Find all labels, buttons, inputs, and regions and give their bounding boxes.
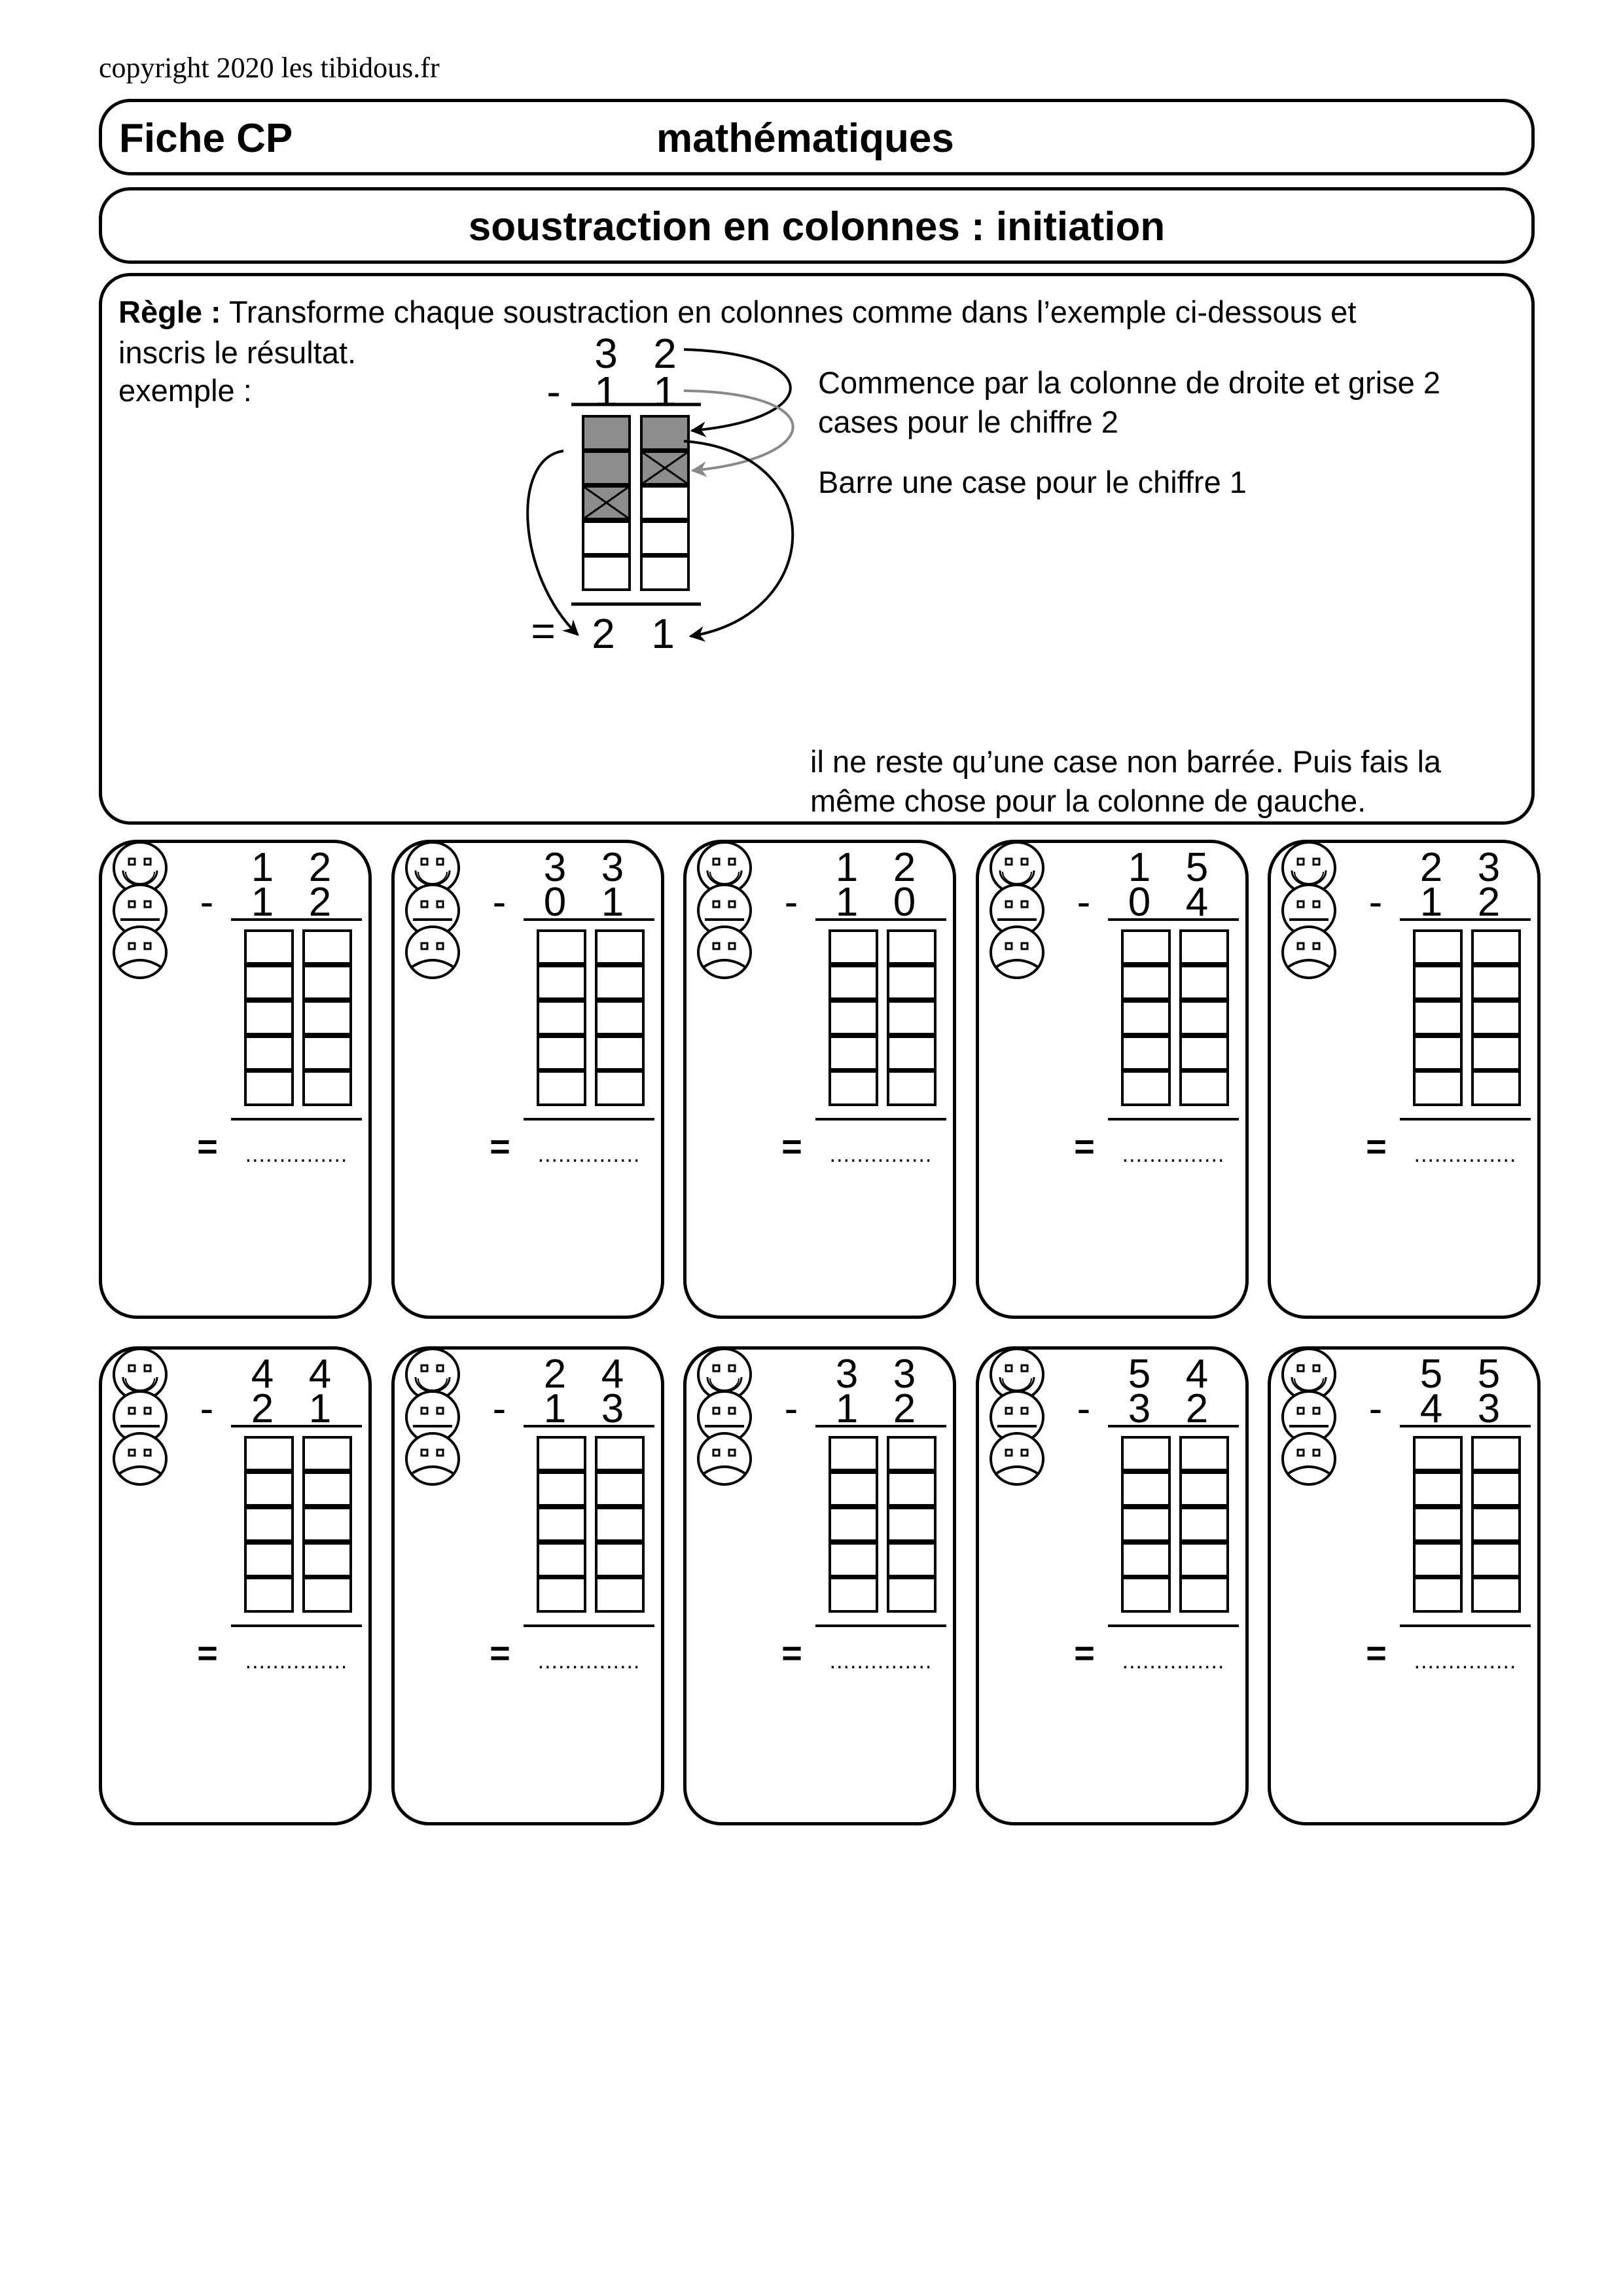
answer-field[interactable]: ............... [245, 1649, 348, 1674]
minuend-tens: 5 [1128, 1352, 1151, 1397]
equals-sign: = [197, 1634, 218, 1673]
exercise-card [683, 840, 956, 1319]
subtrahend-tens: 1 [543, 1386, 567, 1431]
subtrahend-units: 3 [1477, 1386, 1501, 1431]
answer-field[interactable]: ............... [1414, 1649, 1517, 1674]
counting-cell-tens-5[interactable] [245, 1071, 293, 1105]
subject-label: mathématiques [656, 116, 954, 161]
counting-cell-tens-2[interactable] [1122, 1473, 1169, 1505]
subtrahend-units: 2 [1185, 1386, 1209, 1431]
counting-cell-units-4[interactable] [304, 1037, 351, 1069]
minus-sign: - [1077, 880, 1091, 925]
exercise-card [976, 840, 1249, 1319]
example-cell-tens-2-grey [583, 452, 630, 484]
counting-cell-tens-5[interactable] [830, 1578, 877, 1611]
counting-cell-tens-2[interactable] [245, 966, 293, 999]
counting-cell-units-3[interactable] [596, 1001, 643, 1034]
sad-face-icon[interactable] [698, 1433, 751, 1484]
counting-cell-tens-5[interactable] [1122, 1578, 1169, 1611]
exercise-card [683, 1346, 956, 1825]
equals-sign: = [1074, 1634, 1095, 1673]
counting-cell-tens-1[interactable] [538, 931, 585, 963]
counting-cell-tens-5[interactable] [830, 1071, 877, 1105]
subtrahend-tens: 0 [543, 880, 567, 925]
counting-cell-units-3[interactable] [888, 1508, 935, 1541]
counting-cell-tens-1[interactable] [538, 1437, 585, 1470]
counting-cell-units-4[interactable] [596, 1543, 643, 1576]
example-result-tens: 2 [592, 610, 615, 657]
counting-cell-units-1[interactable] [304, 1437, 351, 1470]
counting-cell-units-3[interactable] [888, 1001, 935, 1034]
answer-field[interactable]: ............... [1122, 1142, 1225, 1167]
counting-cell-tens-4[interactable] [538, 1543, 585, 1576]
counting-cell-units-1[interactable] [1181, 931, 1228, 963]
counting-cell-units-3[interactable] [1472, 1508, 1520, 1541]
counting-cell-units-4[interactable] [596, 1037, 643, 1069]
subtrahend-tens: 1 [251, 880, 274, 925]
minuend-tens: 3 [543, 845, 567, 890]
counting-cell-units-5[interactable] [1472, 1578, 1520, 1611]
counting-cell-tens-1[interactable] [1414, 931, 1461, 963]
counting-cell-tens-2[interactable] [538, 966, 585, 999]
counting-cell-units-5[interactable] [596, 1578, 643, 1611]
page-title: soustraction en colonnes : initiation [468, 204, 1166, 249]
answer-field[interactable]: ............... [1122, 1649, 1225, 1674]
counting-cell-units-2[interactable] [888, 966, 935, 999]
counting-cell-tens-5[interactable] [245, 1578, 293, 1611]
counting-cell-units-2[interactable] [888, 1473, 935, 1505]
counting-cell-units-2[interactable] [1181, 1473, 1228, 1505]
sad-face-icon[interactable] [991, 1433, 1043, 1484]
example-bottom-tens: 1 [594, 368, 618, 415]
equals-sign: = [1074, 1127, 1095, 1166]
counting-cell-units-5[interactable] [1181, 1578, 1228, 1611]
counting-cell-units-2[interactable] [304, 1473, 351, 1505]
equals-sign: = [781, 1127, 802, 1166]
example-cell-tens-5-empty [583, 556, 630, 590]
subtrahend-units: 4 [1185, 880, 1209, 925]
counting-cell-tens-1[interactable] [1122, 931, 1169, 963]
counting-cell-tens-4[interactable] [1414, 1037, 1461, 1069]
counting-cell-units-3[interactable] [1181, 1508, 1228, 1541]
counting-cell-units-5[interactable] [304, 1071, 351, 1105]
counting-cell-tens-3[interactable] [1414, 1001, 1461, 1034]
equals-sign: = [490, 1634, 510, 1673]
subtrahend-tens: 4 [1419, 1386, 1443, 1431]
example-label: exemple : [118, 373, 252, 408]
exercise-card [391, 1346, 664, 1825]
counting-cell-tens-4[interactable] [1122, 1037, 1169, 1069]
counting-cell-tens-5[interactable] [538, 1578, 585, 1611]
answer-field[interactable]: ............... [1414, 1142, 1517, 1167]
counting-cell-units-2[interactable] [1472, 966, 1520, 999]
subtrahend-units: 2 [1477, 880, 1501, 925]
subtrahend-tens: 3 [1128, 1386, 1151, 1431]
minuend-tens: 3 [835, 1352, 859, 1397]
counting-cell-units-5[interactable] [1181, 1071, 1228, 1105]
sad-face-icon[interactable] [698, 927, 751, 978]
subtrahend-units: 1 [308, 1386, 332, 1431]
example-cell-tens-1-grey [583, 416, 630, 450]
minuend-tens: 4 [251, 1352, 274, 1397]
counting-cell-units-5[interactable] [304, 1578, 351, 1611]
counting-cell-units-4[interactable] [1472, 1037, 1520, 1069]
sad-face-icon[interactable] [1283, 927, 1335, 978]
counting-cell-units-4[interactable] [304, 1543, 351, 1576]
answer-field[interactable]: ............... [245, 1142, 348, 1167]
counting-cell-tens-5[interactable] [538, 1071, 585, 1105]
note-grey-two-line1: Commence par la colonne de droite et grise 2 [818, 365, 1440, 400]
counting-cell-units-2[interactable] [1472, 1473, 1520, 1505]
counting-cell-tens-2[interactable] [1414, 1473, 1461, 1505]
minus-sign: - [1077, 1386, 1091, 1431]
example-equals: = [531, 607, 556, 655]
exercise-card [1268, 1346, 1541, 1825]
minuend-units: 3 [601, 845, 624, 890]
counting-cell-tens-3[interactable] [538, 1001, 585, 1034]
counting-cell-tens-2[interactable] [245, 1473, 293, 1505]
subtrahend-tens: 1 [1419, 880, 1443, 925]
minuend-units: 4 [1185, 1352, 1209, 1397]
minuend-units: 3 [893, 1352, 916, 1397]
counting-cell-tens-4[interactable] [538, 1037, 585, 1069]
example-cell-tens-4-empty [583, 522, 630, 554]
counting-cell-units-3[interactable] [596, 1508, 643, 1541]
minuend-units: 4 [308, 1352, 332, 1397]
note-grey-two-line2: cases pour le chiffre 2 [818, 404, 1118, 439]
minuend-tens: 1 [1128, 845, 1151, 890]
example-bottom-units: 1 [653, 368, 677, 415]
counting-cell-tens-1[interactable] [1414, 1437, 1461, 1470]
counting-cell-tens-3[interactable] [830, 1001, 877, 1034]
counting-cell-tens-3[interactable] [1122, 1001, 1169, 1034]
minus-sign: - [784, 880, 798, 925]
example-result-units: 1 [651, 610, 675, 657]
sad-face-icon[interactable] [991, 927, 1043, 978]
subtrahend-units: 2 [893, 1386, 916, 1431]
counting-cell-tens-3[interactable] [538, 1508, 585, 1541]
exercise-card [1268, 840, 1541, 1319]
subtrahend-tens: 1 [835, 880, 859, 925]
exercise-card [99, 840, 372, 1319]
sad-face-icon[interactable] [1283, 1433, 1335, 1484]
counting-cell-tens-4[interactable] [1122, 1543, 1169, 1576]
minus-sign: - [784, 1386, 798, 1431]
minuend-units: 5 [1477, 1352, 1501, 1397]
counting-cell-units-4[interactable] [1181, 1543, 1228, 1576]
minuend-tens: 5 [1419, 1352, 1443, 1397]
minuend-tens: 2 [543, 1352, 567, 1397]
counting-cell-tens-5[interactable] [1414, 1578, 1461, 1611]
counting-cell-tens-3[interactable] [245, 1001, 293, 1034]
minus-sign: - [200, 1386, 214, 1431]
note-remaining-line1: il ne reste qu’une case non barrée. Puis fais la [810, 744, 1442, 779]
example-cell-units-1-grey [641, 416, 688, 450]
rule-line-2: inscris le résultat. [118, 335, 357, 370]
counting-cell-tens-3[interactable] [830, 1508, 877, 1541]
counting-cell-units-5[interactable] [888, 1578, 935, 1611]
subtrahend-units: 2 [308, 880, 332, 925]
counting-cell-units-4[interactable] [1472, 1543, 1520, 1576]
level-label: Fiche CP [119, 116, 293, 161]
minuend-tens: 2 [1419, 845, 1443, 890]
minus-sign: - [492, 1386, 507, 1431]
equals-sign: = [490, 1127, 510, 1166]
counting-cell-units-1[interactable] [304, 931, 351, 963]
minuend-units: 3 [1477, 845, 1501, 890]
example-top-units: 2 [653, 330, 677, 377]
answer-field[interactable]: ............... [829, 1142, 933, 1167]
copyright-notice: copyright 2020 les tibidous.fr [99, 52, 440, 84]
answer-field[interactable]: ............... [537, 1649, 641, 1674]
counting-cell-tens-4[interactable] [245, 1037, 293, 1069]
counting-cell-tens-3[interactable] [1414, 1508, 1461, 1541]
counting-cell-units-3[interactable] [1472, 1001, 1520, 1034]
example-cell-units-4-empty [641, 522, 688, 554]
counting-cell-tens-3[interactable] [1122, 1508, 1169, 1541]
equals-sign: = [1366, 1127, 1387, 1166]
minus-sign: - [1368, 1386, 1383, 1431]
counting-cell-units-1[interactable] [1472, 1437, 1520, 1470]
answer-field[interactable]: ............... [829, 1649, 933, 1674]
counting-cell-tens-4[interactable] [1414, 1543, 1461, 1576]
counting-cell-units-4[interactable] [888, 1543, 935, 1576]
minuend-tens: 1 [251, 845, 274, 890]
minuend-units: 5 [1185, 845, 1209, 890]
counting-cell-units-3[interactable] [1181, 1001, 1228, 1034]
minus-sign: - [492, 880, 507, 925]
equals-sign: = [1366, 1634, 1387, 1673]
counting-cell-units-1[interactable] [888, 931, 935, 963]
subtrahend-units: 1 [601, 880, 624, 925]
counting-cell-tens-2[interactable] [1414, 966, 1461, 999]
counting-cell-units-5[interactable] [888, 1071, 935, 1105]
counting-cell-tens-2[interactable] [830, 966, 877, 999]
example-minus: - [546, 368, 561, 415]
answer-field[interactable]: ............... [537, 1142, 641, 1167]
subtrahend-units: 0 [893, 880, 916, 925]
exercise-card [391, 840, 664, 1319]
subtrahend-tens: 0 [1128, 880, 1151, 925]
counting-cell-units-1[interactable] [888, 1437, 935, 1470]
counting-cell-units-2[interactable] [304, 966, 351, 999]
counting-cell-tens-1[interactable] [245, 1437, 293, 1470]
minuend-units: 4 [601, 1352, 624, 1397]
counting-cell-units-5[interactable] [596, 1071, 643, 1105]
example-cell-units-5-empty [641, 556, 688, 590]
sad-face-icon[interactable] [114, 1433, 166, 1484]
minus-sign: - [200, 880, 214, 925]
counting-cell-tens-2[interactable] [830, 1473, 877, 1505]
counting-cell-units-2[interactable] [596, 966, 643, 999]
counting-cell-tens-4[interactable] [245, 1543, 293, 1576]
exercise-card [976, 1346, 1249, 1825]
note-cross-one: Barre une case pour le chiffre 1 [818, 465, 1247, 499]
counting-cell-units-2[interactable] [1181, 966, 1228, 999]
equals-sign: = [781, 1634, 802, 1673]
minus-sign: - [1368, 880, 1383, 925]
counting-cell-tens-3[interactable] [245, 1508, 293, 1541]
sad-face-icon[interactable] [406, 1433, 459, 1484]
subtrahend-tens: 2 [251, 1386, 274, 1431]
counting-cell-tens-4[interactable] [830, 1037, 877, 1069]
counting-cell-tens-5[interactable] [1414, 1071, 1461, 1105]
rule-label: Règle : [118, 295, 221, 329]
counting-cell-units-1[interactable] [1472, 931, 1520, 963]
counting-cell-tens-1[interactable] [830, 1437, 877, 1470]
example-cell-units-3-empty [641, 486, 688, 519]
minuend-tens: 1 [835, 845, 859, 890]
sad-face-icon[interactable] [114, 927, 166, 978]
counting-cell-tens-2[interactable] [1122, 966, 1169, 999]
counting-cell-tens-1[interactable] [245, 931, 293, 963]
counting-cell-tens-5[interactable] [1122, 1071, 1169, 1105]
counting-cell-units-3[interactable] [304, 1508, 351, 1541]
example-diagram [0, 0, 1623, 851]
counting-cell-tens-1[interactable] [830, 931, 877, 963]
exercise-card [99, 1346, 372, 1825]
counting-cell-units-4[interactable] [1181, 1037, 1228, 1069]
rule-text-1: Transforme chaque soustraction en colonnes comme dans l’exemple ci-dessous et [228, 295, 1357, 329]
counting-cell-units-1[interactable] [596, 1437, 643, 1470]
counting-cell-tens-2[interactable] [538, 1473, 585, 1505]
counting-cell-units-5[interactable] [1472, 1071, 1520, 1105]
counting-cell-units-3[interactable] [304, 1001, 351, 1034]
counting-cell-units-2[interactable] [596, 1473, 643, 1505]
minuend-units: 2 [308, 845, 332, 890]
counting-cell-units-1[interactable] [596, 931, 643, 963]
counting-cell-tens-4[interactable] [830, 1543, 877, 1576]
example-top-tens: 3 [594, 330, 618, 377]
note-remaining-line2: même chose pour la colonne de gauche. [810, 783, 1366, 818]
counting-cell-units-1[interactable] [1181, 1437, 1228, 1470]
sad-face-icon[interactable] [406, 927, 459, 978]
equals-sign: = [197, 1127, 218, 1166]
minuend-units: 2 [893, 845, 916, 890]
counting-cell-units-4[interactable] [888, 1037, 935, 1069]
counting-cell-tens-1[interactable] [1122, 1437, 1169, 1470]
subtrahend-tens: 1 [835, 1386, 859, 1431]
subtrahend-units: 3 [601, 1386, 624, 1431]
